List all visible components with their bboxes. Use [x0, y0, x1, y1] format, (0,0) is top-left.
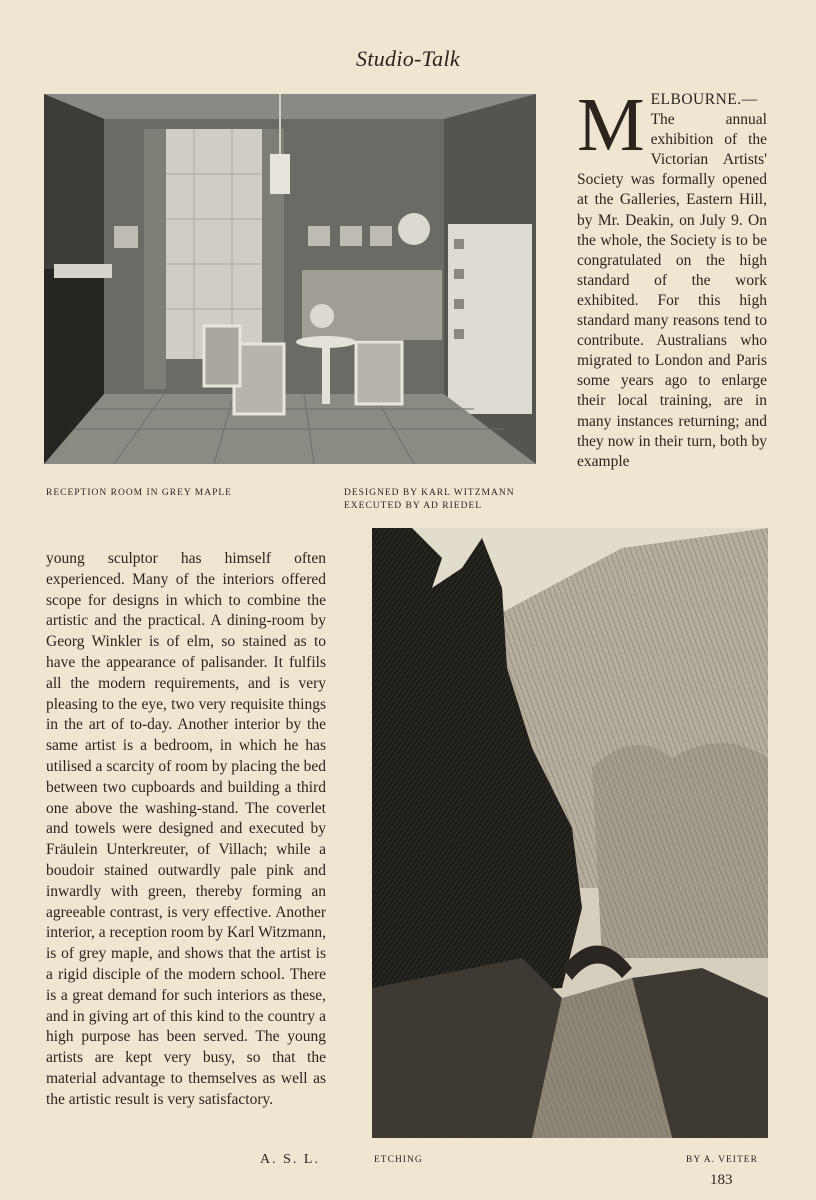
- running-head: Studio-Talk: [356, 46, 460, 71]
- drop-cap: M: [577, 83, 645, 167]
- etching-caption-artist: BY A. VEITER: [686, 1155, 758, 1165]
- page-number: 183: [710, 1172, 733, 1188]
- etching-illustration: [372, 528, 768, 1138]
- etching-caption-title: ETCHING: [374, 1155, 423, 1165]
- melbourne-body: The annual exhibition of the Victorian Artists' Society was formally opened at the Galleries, Eastern Hill, by Mr. Deakin, on July 9. On the whole, the Society is to be congratulated on the high standard of the work exhibited. For this high standard many reasons tend to contribute. Australians who migrated to London and Paris some years ago to enlarge their local training, are in many instances returning; and they now in their turn, both by example: [577, 111, 767, 470]
- photo-caption-designer: DESIGNED BY KARL WITZMANN: [344, 488, 515, 498]
- photo-caption-title: RECEPTION ROOM IN GREY MAPLE: [46, 488, 232, 498]
- author-signature: A. S. L.: [260, 1152, 320, 1167]
- vienna-article-continued: young sculptor has himself often experienced. Many of the interiors offered scope for designs in which to combine the artistic and the practical. A dining-room by Georg Winkler is of elm, so stained as to have the appearance of palisander. It fulfils all the modern requirements, and is very pleasing to the eye, two very requisite things in the art of to-day. Another interior by the same artist is a bedroom, in which he has utilised a scarcity of room by placing the bed between two cupboards and building a third one above the washing-stand. The coverlet and towels were designed and executed by Fräulein Unterkreuter, of Villach; while a boudoir stained outwardly pale pink and inwardly with green, thereby forming an agreeable contrast, is very effective. Another interior, a reception room by Karl Witzmann, is of grey maple, and shows that the artist is a rigid disciple of the modern school. There is a great demand for such interiors as these, and in giving art of this kind to the country a high purpose has been served. The young artists are kept very busy, so that the material advantage to themselves as well as the artistic result is very satisfactory.: [46, 550, 326, 1108]
- photo-caption-executor: EXECUTED BY AD RIEDEL: [344, 501, 483, 511]
- reception-room-photo: [44, 94, 536, 464]
- melbourne-heading: ELBOURNE.—: [650, 91, 758, 108]
- melbourne-article: [577, 83, 767, 472]
